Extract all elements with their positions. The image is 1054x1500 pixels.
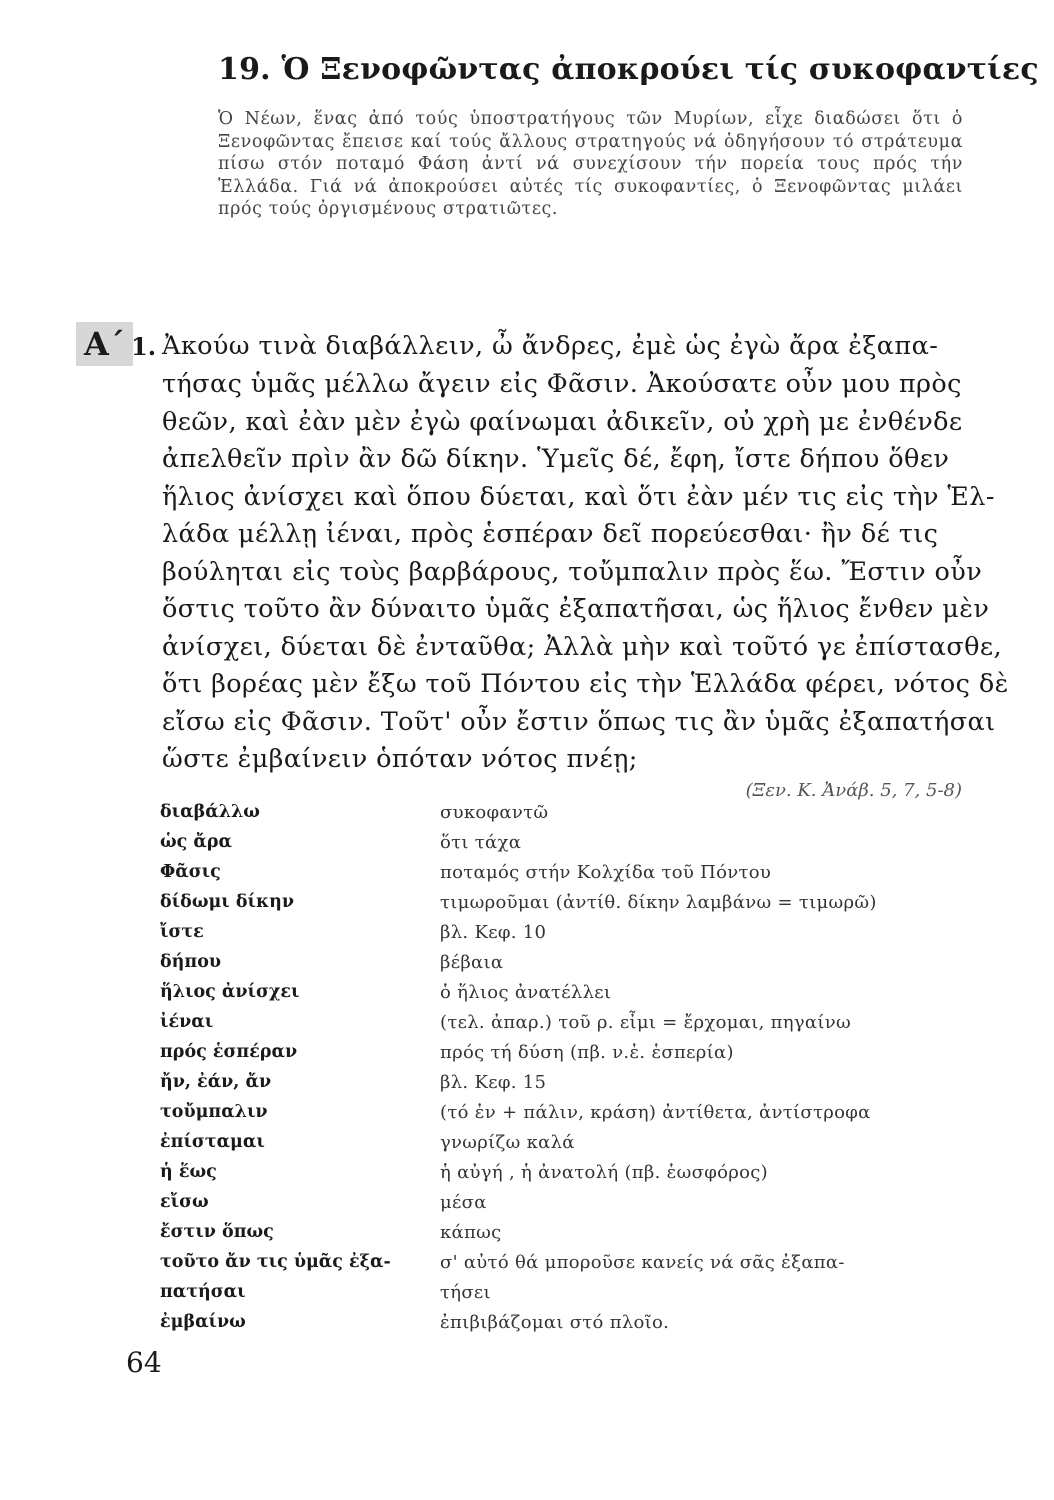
glossary-row (160, 1012, 980, 1042)
glossary-definition: ὅτι τάχα (440, 832, 522, 853)
glossary-definition: μέσα (440, 1192, 487, 1213)
glossary-term: ἤν, ἐάν, ἄν (160, 1072, 272, 1092)
glossary-row (160, 982, 980, 1012)
glossary-definition: ποταμός στήν Κολχίδα τοῦ Πόντου (440, 862, 772, 883)
glossary-row (160, 1042, 980, 1072)
glossary-term: δίδωμι δίκην (160, 892, 294, 912)
glossary-definition: βλ. Κεφ. 10 (440, 922, 547, 943)
glossary-row (160, 862, 980, 892)
glossary-term: ἰέναι (160, 1012, 214, 1032)
glossary-definition: τήσει (440, 1282, 491, 1303)
glossary-term: εἴσω (160, 1192, 209, 1212)
glossary-definition: (τελ. ἀπαρ.) τοῦ ρ. εἶμι = ἔρχομαι, πηγαίνω (440, 1012, 851, 1033)
glossary-row (160, 1252, 980, 1282)
passage-line: λάδα μέλλῃ ἰέναι, πρὸς ἑσπέραν δεῖ πορεύεσθαι· ἢν δέ τις (162, 519, 939, 549)
glossary-row (160, 892, 980, 922)
glossary-definition: τιμωροῦμαι (ἀντίθ. δίκην λαμβάνω = τιμωρῶ) (440, 892, 877, 913)
glossary-definition: πρός τή δύση (πβ. ν.ἑ. ἑσπερία) (440, 1042, 734, 1063)
glossary-row (160, 1132, 980, 1162)
passage-line: βούληται εἰς τοὺς βαρβάρους, τοὔμπαλιν πρὸς ἕω. Ἔστιν οὖν (162, 557, 983, 587)
glossary-row (160, 1192, 980, 1222)
glossary-definition: βλ. Κεφ. 15 (440, 1072, 547, 1093)
glossary-term: ἐμβαίνω (160, 1312, 246, 1332)
passage-line: τήσας ὑμᾶς μέλλω ἄγειν εἰς Φᾶσιν. Ἀκούσατε οὖν μου πρὸς (162, 369, 962, 399)
glossary-definition: κάπως (440, 1222, 502, 1243)
passage-line: εἴσω εἰς Φᾶσιν. Τοῦτ' οὖν ἔστιν ὅπως τις ἂν ὑμᾶς ἐξαπατήσαι (162, 707, 996, 737)
glossary-definition: ὁ ἥλιος ἀνατέλλει (440, 982, 612, 1003)
passage-line: Ἀκούω τινὰ διαβάλλειν, ὦ ἄνδρες, ἐμὲ ὡς ἐγὼ ἄρα ἐξαπα- (162, 331, 939, 361)
passage-line: ὅστις τοῦτο ἂν δύναιτο ὑμᾶς ἐξαπατῆσαι, ὡς ἥλιος ἔνθεν μὲν (162, 594, 990, 624)
glossary-definition: βέβαια (440, 952, 504, 973)
glossary-row (160, 1222, 980, 1252)
glossary-term: πατήσαι (160, 1282, 246, 1302)
glossary-definition: (τό ἐν + πάλιν, κράση) ἀντίθετα, ἀντίστροφα (440, 1102, 871, 1123)
source-citation: (Ξεν. Κ. Ἀνάβ. 5, 7, 5-8) (745, 780, 962, 801)
glossary-row (160, 1162, 980, 1192)
passage-line: ἥλιος ἀνίσχει καὶ ὅπου δύεται, καὶ ὅτι ἐὰν μέν τις εἰς τὴν Ἑλ- (162, 482, 995, 512)
passage-line: ἀνίσχει, δύεται δὲ ἐνταῦθα; Ἀλλὰ μὴν καὶ τοῦτό γε ἐπίστασθε, (162, 632, 1003, 662)
glossary-definition: σ' αὐτό θά μποροῦσε κανείς νά σᾶς ἐξαπα- (440, 1252, 845, 1273)
glossary-term: ἡ ἕως (160, 1162, 217, 1182)
glossary-term: δήπου (160, 952, 222, 972)
glossary-definition: ἡ αὐγή , ἡ ἀνατολή (πβ. ἑωσφόρος) (440, 1162, 768, 1183)
passage-line: θεῶν, καὶ ἐὰν μὲν ἐγὼ φαίνωμαι ἀδικεῖν, οὐ χρὴ με ἐνθένδε (162, 407, 963, 437)
glossary-row (160, 922, 980, 952)
section-marker: Α΄ (76, 322, 133, 366)
glossary-definition: ἐπιβιβάζομαι στό πλοῖο. (440, 1312, 670, 1333)
glossary-term: διαβάλλω (160, 802, 260, 822)
passage-line: ὥστε ἐμβαίνειν ὁπόταν νότος πνέῃ; (162, 744, 638, 774)
glossary-row (160, 952, 980, 982)
paragraph-number: 1. (131, 332, 157, 361)
glossary-term: τοῦτο ἄν τις ὑμᾶς ἐξα- (160, 1252, 391, 1272)
glossary-row (160, 1102, 980, 1132)
glossary-term: ἐπίσταμαι (160, 1132, 265, 1152)
glossary-term: ἥλιος ἀνίσχει (160, 982, 300, 1002)
chapter-title: 19. Ὁ Ξενοφῶντας ἀποκρούει τίς συκοφαντίες (218, 52, 1039, 87)
page-number: 64 (126, 1346, 162, 1379)
glossary-term: Φᾶσις (160, 862, 221, 882)
glossary-row (160, 1072, 980, 1102)
glossary-term: ὡς ἄρα (160, 832, 232, 852)
glossary-term: πρός ἑσπέραν (160, 1042, 298, 1062)
glossary-term: ἔστιν ὅπως (160, 1222, 274, 1242)
passage-line: ὅτι βορέας μὲν ἔξω τοῦ Πόντου εἰς τὴν Ἑλλάδα φέρει, νότος δὲ (162, 669, 1009, 699)
glossary-definition: συκοφαντῶ (440, 802, 549, 823)
glossary-row (160, 802, 980, 832)
glossary-term: τοὔμπαλιν (160, 1102, 268, 1122)
glossary-definition: γνωρίζω καλά (440, 1132, 575, 1153)
glossary-row (160, 832, 980, 862)
glossary-row (160, 1282, 980, 1312)
intro-paragraph: Ὁ Νέων, ἕνας ἀπό τούς ὑποστρατήγους τῶν Μυρίων, εἶχε διαδώσει ὅτι ὁ Ξενοφῶντας ἔπεισε καί τούς ἄλλους στρατηγούς νά ὁδηγήσουν τό στράτευμα πίσω στόν ποταμό Φάση ἀντί νά συνεχίσουν τήν πορεία τους πρός τήν Ἑλλάδα. Γιά νά ἀποκρούσει αὐτές τίς συκοφαντίες, ὁ Ξενοφῶντας μιλάει πρός τούς ὀργισμένους στρατιῶτες. (218, 109, 963, 220)
passage-line: ἀπελθεῖν πρὶν ἂν δῶ δίκην. Ὑμεῖς δέ, ἔφη, ἴστε δήπου ὅθεν (162, 444, 950, 474)
glossary-term: ἴστε (160, 922, 204, 942)
glossary-row (160, 1312, 980, 1342)
